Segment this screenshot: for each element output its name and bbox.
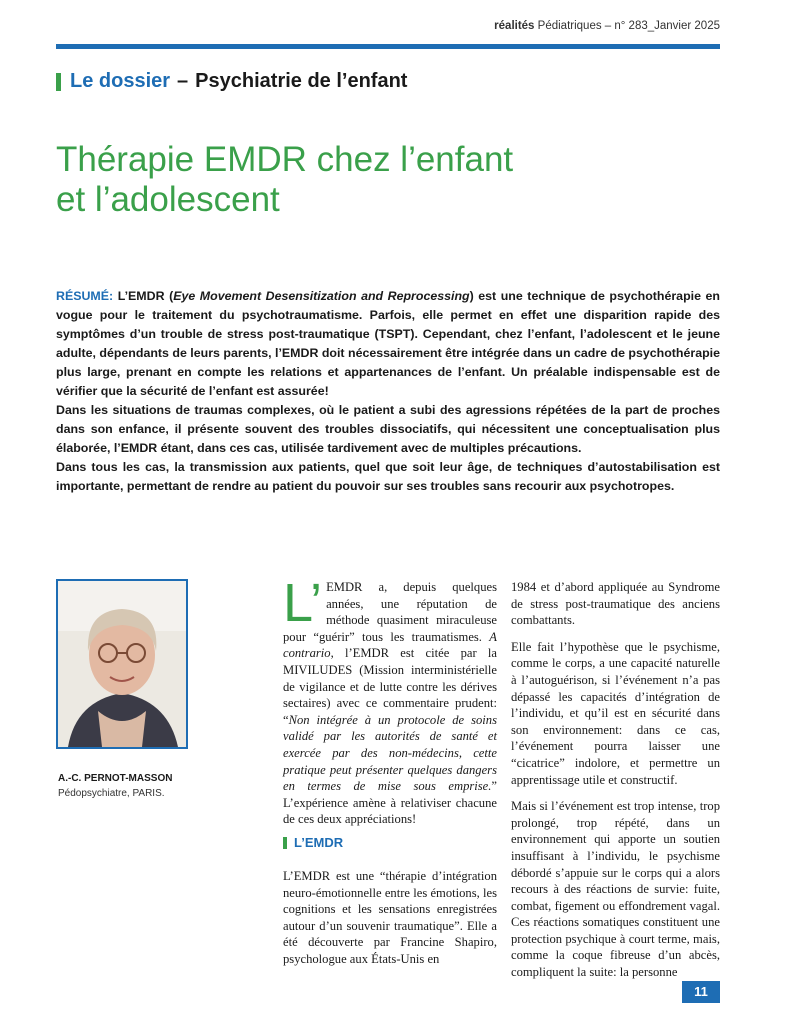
journal-issue: Pédiatriques – n° 283_Janvier 2025 (537, 20, 720, 32)
author-role: Pédopsychiatre, PARIS. (58, 788, 165, 799)
subheading-label: L’EMDR (294, 835, 344, 850)
col1-text-e: ” L’expérience amène à relativiser chacune de ces deux appréciations! (283, 779, 497, 827)
section-heading (56, 70, 407, 93)
section-separator: – (177, 70, 189, 92)
summary-para-1 (56, 287, 720, 401)
title-line-1: Thérapie EMDR chez l’enfant (56, 140, 514, 179)
subheading-marker (283, 837, 287, 849)
col1-paragraph-2: L’EMDR est une “thérapie d’intégration neuro-émotionnelle entre les émotions, les cognitions et les sensations enregistrées autour d’un souvenir traumatique”. Elle a été découverte par Francine Shapiro, psychologue aux États-Unis en (283, 869, 497, 966)
author-photo (56, 579, 188, 749)
page-number: 11 (682, 981, 720, 1003)
body-column-1 (283, 573, 497, 828)
summary-para-3: Dans tous les cas, la transmission aux patients, quel que soit leur âge, de techniques d’autostabilisation est importante, permettant de rendre au patient du pouvoir sur ses troubles sans recourir aux psychotropes. (56, 460, 720, 493)
section-label: Le dossier (70, 70, 171, 92)
top-rule (56, 44, 720, 49)
subheading-emdr (283, 835, 343, 850)
summary-text-2: ) est une technique de psychothérapie en vogue pour le traitement du psychotraumatisme. Parfois, elle permet en effet une disparition rapide des symptômes d’un trouble de stress post-traumatique (TSPT). Cependant, chez l’enfant, l’adolescent et le jeune adulte, dépendants de leurs parents, l’EMDR doit nécessairement être intégrée dans un cadre de psychothérapie plus large, prenant en compte les relations et appartenances de l’enfant. Un préalable indispensable est de vérifier que la sécurité de l’enfant est assurée! (56, 289, 720, 398)
drop-cap: L’ (283, 573, 323, 633)
journal-name: réalités (494, 20, 535, 32)
journal-header (494, 20, 720, 32)
summary (56, 287, 720, 496)
col2-paragraph-1: 1984 et d’abord appliquée au Syndrome de stress post-traumatique des anciens combattants. (511, 580, 720, 628)
col2-paragraph-2: Elle fait l’hypothèse que le psychisme, comme le corps, a une capacité naturelle à l’autoguérison, si l’événement n’a pas dépassé les capacités d’intégration de l’individu, et qu’il est en sécurité dans son environnement: dans ce cas, l’événement pourra laisser une “cicatrice” indolore, et permettre un apprentissage utile et constructif. (511, 639, 720, 787)
col1-quote: Non intégrée à un protocole de soins validé par les autorités de santé et exercée par des non-médecins, cette pratique peut présenter quelques dangers en termes de mise sous emprise. (283, 712, 497, 794)
col1-text-a: EMDR a, depuis quelques années, une réputation de méthode quasiment miraculeuse pour “guérir” tous les traumatismes. (283, 580, 497, 644)
col1-text-c: , l’EMDR est citée par la MIVILUDES (Mission interministérielle de vigilance et de lutte contre les dérives sectaires) avec ce commentaire prudent: “ (283, 646, 497, 727)
col1-text-b: A contrario (283, 629, 497, 661)
body-column-2 (511, 579, 720, 981)
summary-emph: Eye Movement Desensitization and Reprocessing (173, 289, 470, 303)
article-title (56, 140, 696, 220)
summary-para-2: Dans les situations de traumas complexes, où le patient a subi des agressions répétées de la part de proches dans son enfance, il présente souvent des troubles dissociatifs, qui nécessitent une conceptualisation plus élaborée, l’EMDR étant, dans ces cas, utilisée tardivement avec de multiples précautions. (56, 403, 720, 455)
col2-paragraph-3: Mais si l’événement est trop intense, trop prolongé, trop répété, dans un environnement qui apporte un soutien insuffisant à l’individu, le psychisme débordé s’appuie sur le corps qui a alors recours à des réactions de survie: fuite, combat, figement ou effondrement vagal. Ces réactions somatiques constituent une protection psychique à court terme, mais, comme la coque fibreuse d’un abcès, compliquent la suite: la personne (511, 799, 720, 980)
author-portrait-image (58, 581, 186, 747)
summary-label: RÉSUMÉ: (56, 289, 114, 303)
summary-text-1: L’EMDR ( (117, 289, 174, 303)
section-marker (56, 73, 61, 91)
section-topic: Psychiatrie de l’enfant (195, 70, 408, 92)
author-name: A.-C. PERNOT-MASSON (58, 773, 173, 784)
title-line-2: et l’adolescent (56, 180, 280, 219)
